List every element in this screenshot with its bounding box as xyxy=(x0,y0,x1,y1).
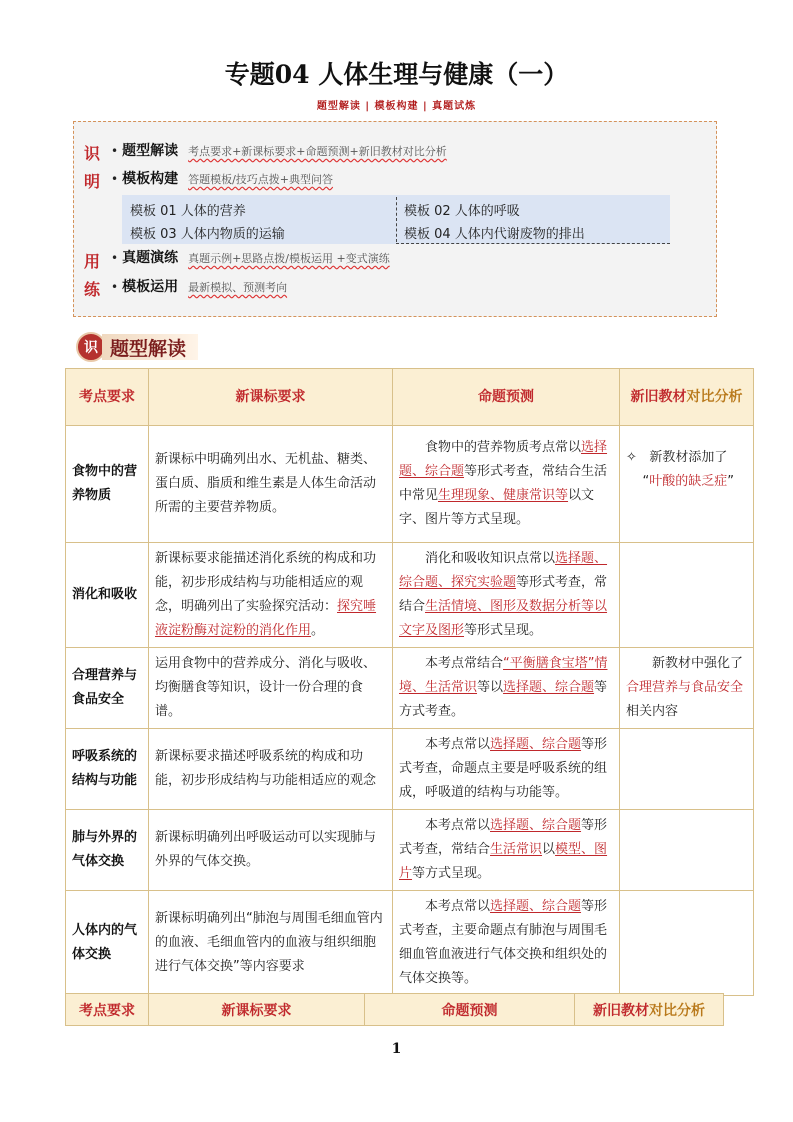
cell-pred: 本考点常以选择题、综合题等形式考查，主要命题点有肺泡与周围毛细血管血液进行气体交换和组织处的气体交换等。 xyxy=(393,891,620,996)
guide-label: 模板构建 xyxy=(122,171,179,187)
section-badge-icon: 识 xyxy=(76,332,106,362)
cell-pred: 本考点常结合“平衡膳食宝塔”情境、生活常识等以选择题、综合题等方式考查。 xyxy=(393,648,620,729)
cell-kp: 人体内的气体交换 xyxy=(66,891,149,996)
template-divider xyxy=(396,197,397,242)
cell-cmp: ✧ 新教材添加了 “叶酸的缺乏症” xyxy=(620,426,754,543)
side-char-3: 用 xyxy=(84,252,101,271)
side-char-2: 明 xyxy=(84,172,101,191)
guide-desc: 考点要求+新课标要求+命题预测+新旧教材对比分析 xyxy=(188,145,447,158)
guide-box xyxy=(73,121,717,317)
guide-label: 模板运用 xyxy=(122,279,179,295)
table-row xyxy=(66,543,754,648)
cell-req: 新课标中明确列出水、无机盐、糖类、蛋白质、脂质和维生素是人体生命活动所需的主要营养物质。 xyxy=(149,426,393,543)
bullet: • xyxy=(111,251,119,265)
page-subtitle: 题型解读 | 模板构建 | 真题试炼 xyxy=(316,101,477,112)
cell-pred: 食物中的营养物质考点常以选择题、综合题等形式考查，常结合生活中常见生理现象、健康常识等以文字、图片等方式呈现。 xyxy=(393,426,620,543)
template-grid xyxy=(122,195,670,244)
col-header: 考点要求 xyxy=(66,369,149,426)
cell-req: 新课标要求描述呼吸系统的构成和功能，初步形成结构与功能相适应的观念 xyxy=(149,729,393,810)
cell-req: 新课标明确列出“肺泡与周围毛细血管内的血液、毛细血管内的血液与组织细胞进行气体交换”等内容要求 xyxy=(149,891,393,996)
section-header xyxy=(76,331,198,363)
exam-table-continued xyxy=(65,993,724,1026)
bullet: • xyxy=(111,280,119,294)
cell-cmp xyxy=(620,729,754,810)
guide-desc: 答题模板/技巧点拨+典型问答 xyxy=(188,173,334,186)
cell-cmp xyxy=(620,543,754,648)
cell-kp: 消化和吸收 xyxy=(66,543,149,648)
side-char-4: 练 xyxy=(84,280,101,299)
guide-line-4 xyxy=(111,276,287,296)
template-item: 模板 03 人体内物质的运输 xyxy=(130,227,285,242)
table-row xyxy=(66,648,754,729)
guide-desc: 真题示例+思路点拨/模板运用 +变式演练 xyxy=(188,252,390,265)
guide-desc: 最新模拟、预测考向 xyxy=(188,281,288,294)
guide-line-3 xyxy=(111,247,390,267)
page-number: 1 xyxy=(391,1041,402,1057)
table-header-row xyxy=(66,994,724,1026)
page-title: 专题04 人体生理与健康（一） xyxy=(224,60,569,89)
diamond-icon: ✧ xyxy=(626,450,637,465)
bullet: • xyxy=(111,144,119,158)
cell-pred: 消化和吸收知识点常以选择题、综合题、探究实验题等形式考查，常结合生活情境、图形及数据分析等以文字及图形等形式呈现。 xyxy=(393,543,620,648)
guide-line-2 xyxy=(111,168,333,188)
cell-req: 新课标要求能描述消化系统的构成和功能，初步形成结构与功能相适应的观念，明确列出了实验探究活动：探究唾液淀粉酶对淀粉的消化作用。 xyxy=(149,543,393,648)
bullet: • xyxy=(111,172,119,186)
guide-label: 真题演练 xyxy=(122,250,179,266)
cell-kp: 呼吸系统的结构与功能 xyxy=(66,729,149,810)
col-header: 考点要求 xyxy=(66,994,149,1026)
col-header: 命题预测 xyxy=(393,369,620,426)
cell-cmp xyxy=(620,891,754,996)
table-row xyxy=(66,729,754,810)
guide-line-1 xyxy=(111,140,447,160)
section-title: 题型解读 xyxy=(102,334,198,360)
cell-req: 新课标明确列出呼吸运动可以实现肺与外界的气体交换。 xyxy=(149,810,393,891)
cell-cmp: 新教材中强化了合理营养与食品安全相关内容 xyxy=(620,648,754,729)
table-header-row xyxy=(66,369,754,426)
cell-cmp xyxy=(620,810,754,891)
cell-pred: 本考点常以选择题、综合题等形式考查，命题点主要是呼吸系统的组成，呼吸道的结构与功能等。 xyxy=(393,729,620,810)
cell-pred: 本考点常以选择题、综合题等形式考查，常结合生活常识以模型、图片等方式呈现。 xyxy=(393,810,620,891)
exam-table xyxy=(65,368,754,996)
col-header: 新课标要求 xyxy=(149,994,365,1026)
template-item: 模板 04 人体内代谢废物的排出 xyxy=(404,227,585,242)
table-row xyxy=(66,810,754,891)
cell-kp: 食物中的营养物质 xyxy=(66,426,149,543)
col-header: 命题预测 xyxy=(365,994,575,1026)
side-char-1: 识 xyxy=(84,144,101,163)
cell-kp: 肺与外界的气体交换 xyxy=(66,810,149,891)
cell-req: 运用食物中的营养成分、消化与吸收、均衡膳食等知识，设计一份合理的食谱。 xyxy=(149,648,393,729)
col-header: 新旧教材对比分析 xyxy=(620,369,754,426)
col-header: 新课标要求 xyxy=(149,369,393,426)
col-header: 新旧教材对比分析 xyxy=(575,994,724,1026)
template-item: 模板 01 人体的营养 xyxy=(130,204,246,219)
table-row xyxy=(66,891,754,996)
template-divider-bottom xyxy=(396,243,670,244)
guide-label: 题型解读 xyxy=(122,143,179,159)
cell-kp: 合理营养与食品安全 xyxy=(66,648,149,729)
template-item: 模板 02 人体的呼吸 xyxy=(404,204,520,219)
table-row xyxy=(66,426,754,543)
